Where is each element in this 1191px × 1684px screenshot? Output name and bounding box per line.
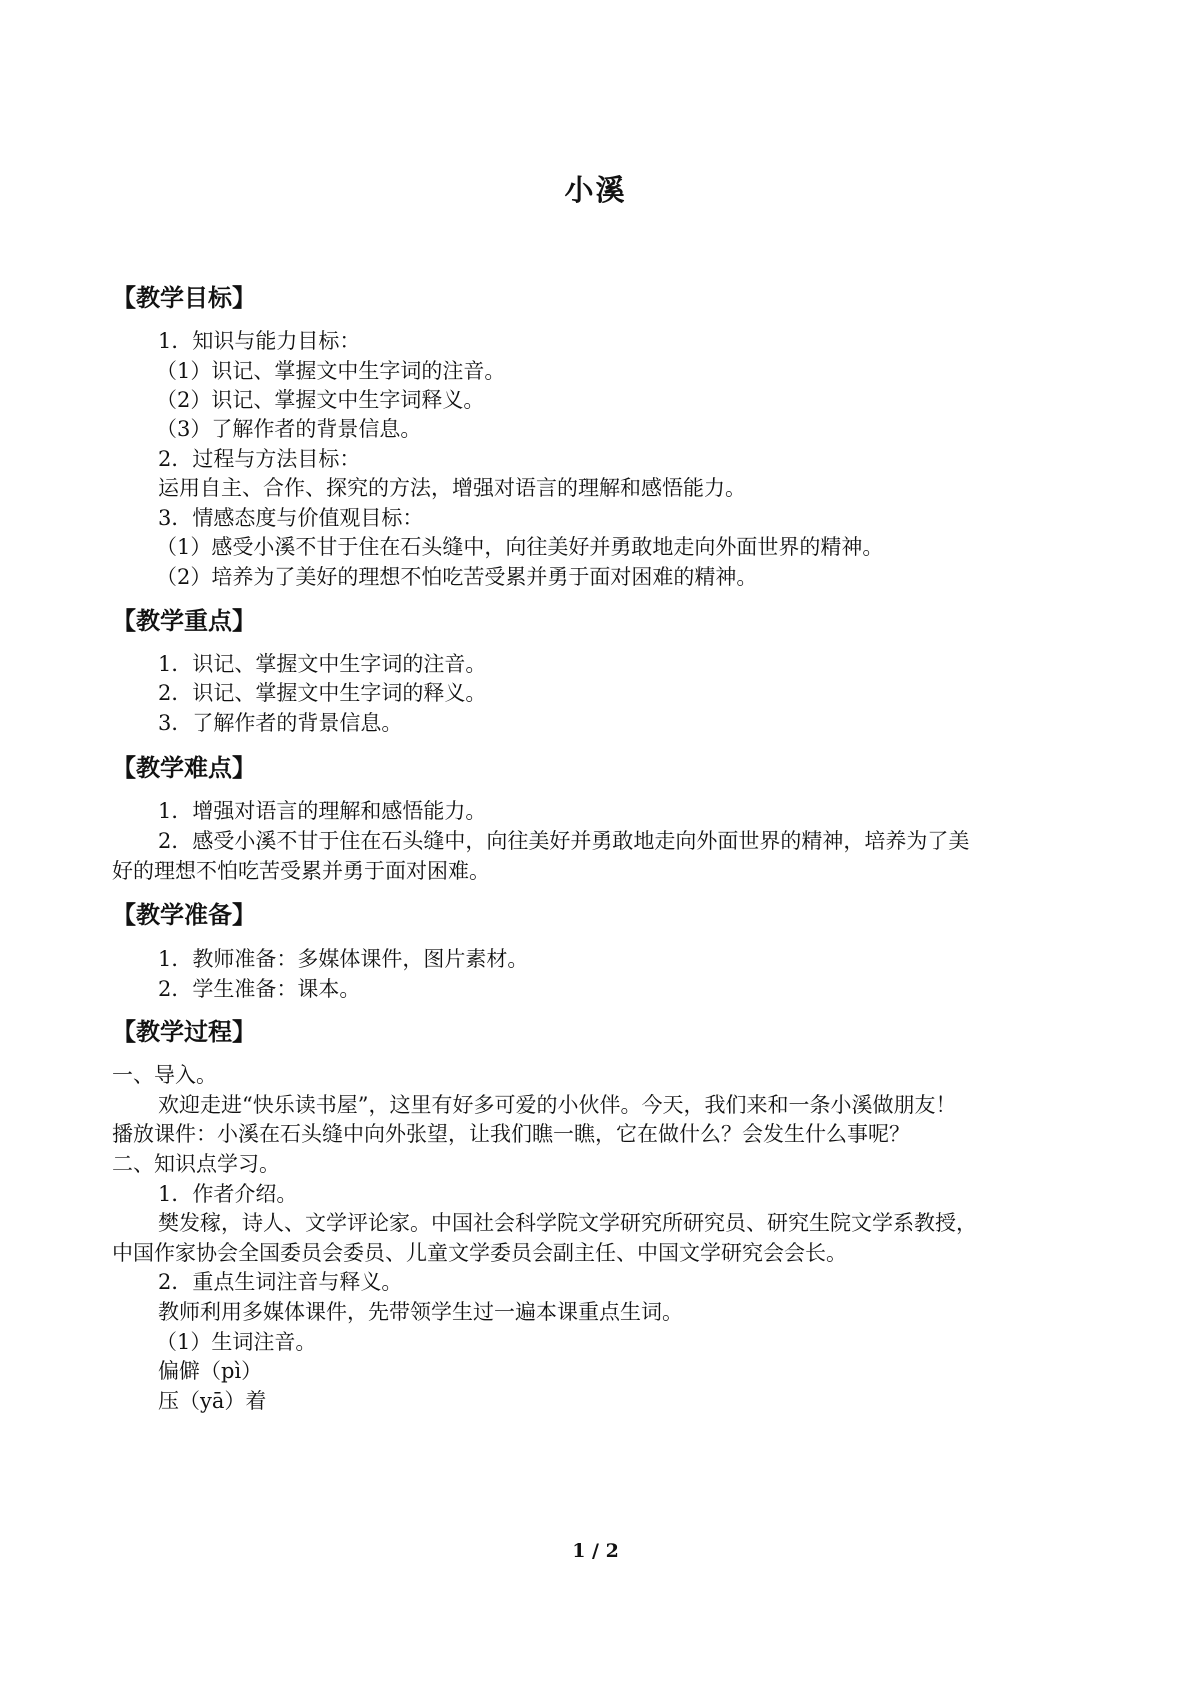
section-heading-preparation: 【教学准备】 xyxy=(112,901,256,929)
goals-line: （1）识记、掌握文中生字词的注音。 xyxy=(156,359,506,383)
goals-line: （1）感受小溪不甘于住在石头缝中，向往美好并勇敢地走向外面世界的精神。 xyxy=(156,535,884,559)
goals-line: 2．过程与方法目标： xyxy=(158,447,361,471)
document-title: 小溪 xyxy=(564,173,627,207)
process-line: 2．重点生词注音与释义。 xyxy=(158,1270,403,1294)
process-line: 播放课件：小溪在石头缝中向外张望，让我们瞧一瞧，它在做什么？会发生什么事呢？ xyxy=(112,1122,910,1146)
difficulties-line: 好的理想不怕吃苦受累并勇于面对困难。 xyxy=(112,859,490,883)
key-points-line: 1．识记、掌握文中生字词的注音。 xyxy=(158,652,487,676)
goals-line: （2）培养为了美好的理想不怕吃苦受累并勇于面对困难的精神。 xyxy=(156,565,758,589)
process-line: 压（yā）着 xyxy=(158,1389,267,1413)
process-line: 教师利用多媒体课件，先带领学生过一遍本课重点生词。 xyxy=(158,1300,683,1324)
goals-line: （3）了解作者的背景信息。 xyxy=(156,417,422,441)
section-heading-key-points: 【教学重点】 xyxy=(112,607,256,635)
key-points-line: 3．了解作者的背景信息。 xyxy=(158,711,403,735)
goals-line: （2）识记、掌握文中生字词释义。 xyxy=(156,388,485,412)
section-heading-goals: 【教学目标】 xyxy=(112,284,256,312)
preparation-line: 1．教师准备：多媒体课件，图片素材。 xyxy=(158,947,529,971)
page-number: 1 / 2 xyxy=(572,1540,619,1562)
key-points-line: 2．识记、掌握文中生字词的释义。 xyxy=(158,681,487,705)
section-heading-process: 【教学过程】 xyxy=(112,1018,256,1046)
difficulties-line: 1．增强对语言的理解和感悟能力。 xyxy=(158,799,487,823)
goals-line: 3．情感态度与价值观目标： xyxy=(158,506,424,530)
difficulties-line: 2．感受小溪不甘于住在石头缝中，向往美好并勇敢地走向外面世界的精神，培养为了美 xyxy=(158,829,970,853)
section-heading-difficulties: 【教学难点】 xyxy=(112,754,256,782)
process-line: 樊发稼，诗人、文学评论家。中国社会科学院文学研究所研究员、研究生院文学系教授， xyxy=(158,1211,977,1235)
process-line: （1）生词注音。 xyxy=(156,1330,317,1354)
process-line: 1．作者介绍。 xyxy=(158,1182,298,1206)
process-line: 欢迎走进“快乐读书屋”，这里有好多可爱的小伙伴。今天，我们来和一条小溪做朋友！ xyxy=(158,1093,957,1117)
process-line: 一、导入。 xyxy=(112,1063,217,1087)
goals-line: 运用自主、合作、探究的方法，增强对语言的理解和感悟能力。 xyxy=(158,476,746,500)
preparation-line: 2．学生准备：课本。 xyxy=(158,977,361,1001)
process-line: 偏僻（pì） xyxy=(158,1359,263,1383)
process-line: 二、知识点学习。 xyxy=(112,1152,280,1176)
process-line: 中国作家协会全国委员会委员、儿童文学委员会副主任、中国文学研究会会长。 xyxy=(112,1241,847,1265)
goals-line: 1．知识与能力目标： xyxy=(158,329,361,353)
